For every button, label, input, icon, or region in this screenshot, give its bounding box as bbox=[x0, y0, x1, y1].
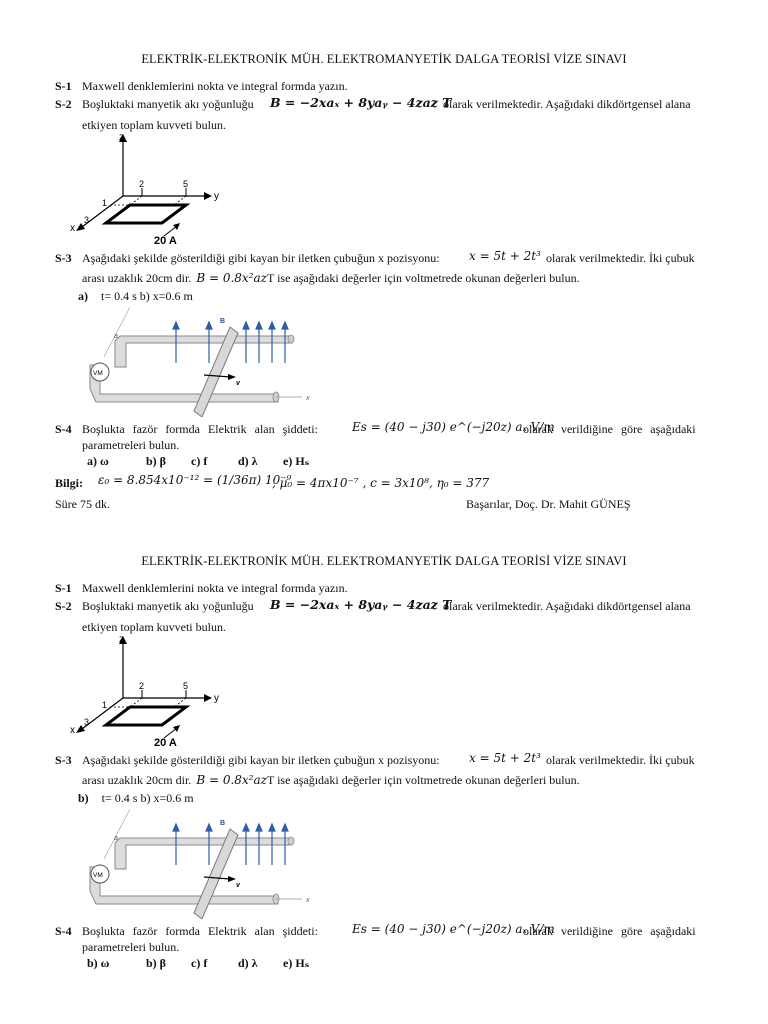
question-text: etkiyen toplam kuvveti bulun. bbox=[82, 620, 226, 634]
parameter-item: b) ω bbox=[87, 956, 110, 970]
b-field-label: B bbox=[220, 318, 226, 325]
question-text: olarak verilmektedir. İki çubuk bbox=[546, 251, 695, 265]
sub-question bbox=[78, 289, 193, 304]
question-text: T ise aşağıdaki değerler için voltmetrede okunan değerleri bulun. bbox=[266, 271, 580, 285]
parameter-item: c) f bbox=[191, 956, 208, 970]
question-text: T ise aşağıdaki değerler için voltmetrede okunan değerleri bulun. bbox=[266, 773, 580, 787]
question-s3 bbox=[55, 251, 713, 266]
parameter-item: d) λ bbox=[238, 956, 258, 970]
arrow-icon bbox=[228, 876, 236, 882]
exam-sheet-1 bbox=[0, 0, 768, 511]
exam-title: ELEKTRİK-ELEKTRONİK MÜH. ELEKTROMANYETİK DALGA TEORİSİ VİZE SINAVI bbox=[141, 554, 627, 568]
rail-end bbox=[288, 837, 294, 845]
question-text: arası uzaklık 20cm dir. bbox=[82, 271, 192, 285]
equation: x = 5t + 2t³ bbox=[469, 249, 541, 263]
equation: B = −2xaₓ + 8yaᵧ − 4zaz T bbox=[270, 95, 452, 110]
arrow-icon bbox=[204, 192, 212, 200]
rail-figure bbox=[70, 305, 340, 417]
parameter-item: c) f bbox=[191, 454, 208, 468]
question-label: S-3 bbox=[55, 251, 72, 265]
tick-label: 5 bbox=[183, 681, 189, 691]
question-text: olarak verilmektedir. Aşağıdaki dikdörtgensel alana bbox=[443, 97, 691, 111]
question-s2 bbox=[55, 97, 713, 112]
upper-rail bbox=[115, 336, 292, 367]
sub-question bbox=[78, 791, 194, 806]
z-axis-label: z bbox=[119, 634, 124, 645]
velocity-label: v bbox=[236, 380, 240, 387]
equation: x = 5t + 2t³ bbox=[469, 751, 541, 765]
arrow-icon bbox=[173, 725, 180, 732]
lower-rail bbox=[90, 365, 278, 402]
question-text: etkiyen toplam kuvveti bulun. bbox=[82, 118, 226, 132]
tick-label: 5 bbox=[183, 179, 189, 189]
rail-figure bbox=[70, 807, 340, 919]
question-s3-line2 bbox=[82, 773, 580, 788]
parameter-item: a) ω bbox=[87, 454, 109, 468]
parameter-item: b) β bbox=[146, 956, 166, 970]
question-text: olarak verildiğine göre aşağıdaki bbox=[523, 924, 696, 938]
current-loop bbox=[106, 205, 186, 223]
upper-rail bbox=[115, 838, 292, 869]
equation: , μ₀ = 4πx10⁻⁷ , c = 3x10⁸, η₀ = 377 bbox=[272, 476, 490, 490]
tick-label: 3 bbox=[84, 215, 90, 225]
voltmeter-label: VM bbox=[93, 370, 103, 377]
equation: Es = (40 − j30) e^(−j20z) aₓ V/m bbox=[352, 922, 555, 936]
info-line bbox=[55, 473, 490, 491]
question-label: S-3 bbox=[55, 753, 72, 767]
exam-title: ELEKTRİK-ELEKTRONİK MÜH. ELEKTROMANYETİK DALGA TEORİSİ VİZE SINAVI bbox=[141, 52, 627, 66]
equation: Es = (40 − j30) e^(−j20z) aₓ V/m bbox=[352, 420, 555, 434]
parameter-item: e) Hₛ bbox=[283, 956, 310, 970]
question-text: Boşlukta fazör formda Elektrik alan şiddeti: bbox=[82, 924, 318, 938]
y-axis-label: y bbox=[214, 191, 219, 202]
exam-sheet-2 bbox=[0, 502, 768, 1002]
axis-label: a bbox=[114, 835, 118, 842]
question-text: Boşluktaki manyetik akı yoğunluğu bbox=[82, 97, 254, 111]
rail-end bbox=[288, 335, 294, 343]
question-text: parametreleri bulun. bbox=[82, 438, 180, 452]
info-label: Bilgi: bbox=[55, 476, 84, 490]
voltmeter-label: VM bbox=[93, 872, 103, 879]
equation: ε₀ = 8.854x10⁻¹² = (1/36π) 10⁻⁹ bbox=[98, 473, 292, 487]
question-label: S-1 bbox=[55, 581, 72, 595]
question-s1 bbox=[55, 79, 348, 94]
velocity-label: v bbox=[236, 882, 240, 889]
axis-label: x bbox=[306, 395, 310, 402]
question-label: S-4 bbox=[55, 422, 72, 436]
question-label: S-2 bbox=[55, 97, 72, 111]
equation: B = 0.8x²az bbox=[196, 773, 267, 787]
question-s4 bbox=[55, 924, 713, 939]
current-loop bbox=[106, 707, 186, 725]
arrow-icon bbox=[173, 223, 180, 230]
question-s4 bbox=[55, 422, 713, 437]
question-s3-line2 bbox=[82, 271, 580, 286]
lower-rail bbox=[90, 867, 278, 904]
signature: Başarılar, Doç. Dr. Mahit GÜNEŞ bbox=[466, 497, 631, 511]
parameter-item: b) β bbox=[146, 454, 166, 468]
arrow-icon bbox=[228, 374, 236, 380]
question-label: S-2 bbox=[55, 599, 72, 613]
tick-label: 1 bbox=[102, 700, 108, 710]
loop-figure bbox=[64, 632, 224, 750]
axis-label: a bbox=[114, 333, 118, 340]
sub-label: b) bbox=[78, 791, 89, 805]
question-text: Aşağıdaki şekilde gösterildiği gibi kayan bir iletken çubuğun x pozisyonu: bbox=[82, 251, 440, 265]
question-text: arası uzaklık 20cm dir. bbox=[82, 773, 192, 787]
question-s1 bbox=[55, 581, 348, 596]
y-axis-label: y bbox=[214, 693, 219, 704]
sub-text: t= 0.4 s b) x=0.6 m bbox=[101, 289, 193, 303]
question-text: parametreleri bulun. bbox=[82, 940, 180, 954]
current-label: 20 A bbox=[154, 737, 177, 749]
question-text: Maxwell denklemlerini nokta ve integral formda yazın. bbox=[82, 581, 348, 595]
sub-label: a) bbox=[78, 289, 88, 303]
tick-label: 1 bbox=[102, 198, 108, 208]
parameter-list bbox=[87, 454, 310, 469]
question-text: olarak verildiğine göre aşağıdaki bbox=[523, 422, 696, 436]
equation: B = −2xaₓ + 8yaᵧ − 4zaz T bbox=[270, 597, 452, 612]
parameter-item: e) Hₛ bbox=[283, 454, 310, 468]
axis-label: x bbox=[306, 897, 310, 904]
parameter-list bbox=[87, 956, 310, 971]
current-label: 20 A bbox=[154, 235, 177, 247]
question-text: olarak verilmektedir. Aşağıdaki dikdörtgensel alana bbox=[443, 599, 691, 613]
loop-figure bbox=[64, 130, 224, 248]
question-s2 bbox=[55, 599, 713, 614]
tick-label: 3 bbox=[84, 717, 90, 727]
question-label: S-4 bbox=[55, 924, 72, 938]
duration: Süre 75 dk. bbox=[55, 497, 110, 511]
question-text: Boşluktaki manyetik akı yoğunluğu bbox=[82, 599, 254, 613]
sub-text: t= 0.4 s b) x=0.6 m bbox=[101, 791, 194, 805]
question-text: Aşağıdaki şekilde gösterildiği gibi kayan bir iletken çubuğun x pozisyonu: bbox=[82, 753, 440, 767]
x-axis-label: x bbox=[70, 223, 75, 234]
x-axis-label: x bbox=[70, 725, 75, 736]
question-s3 bbox=[55, 753, 713, 768]
question-text: olarak verilmektedir. İki çubuk bbox=[546, 753, 695, 767]
tick-label: 2 bbox=[139, 681, 145, 691]
question-label: S-1 bbox=[55, 79, 72, 93]
z-axis-label: z bbox=[119, 132, 124, 143]
parameter-item: d) λ bbox=[238, 454, 258, 468]
equation: B = 0.8x²az bbox=[196, 271, 267, 285]
question-text: Maxwell denklemlerini nokta ve integral formda yazın. bbox=[82, 79, 348, 93]
tick-label: 2 bbox=[139, 179, 145, 189]
arrow-icon bbox=[204, 694, 212, 702]
question-text: Boşlukta fazör formda Elektrik alan şiddeti: bbox=[82, 422, 318, 436]
b-field-label: B bbox=[220, 820, 226, 827]
